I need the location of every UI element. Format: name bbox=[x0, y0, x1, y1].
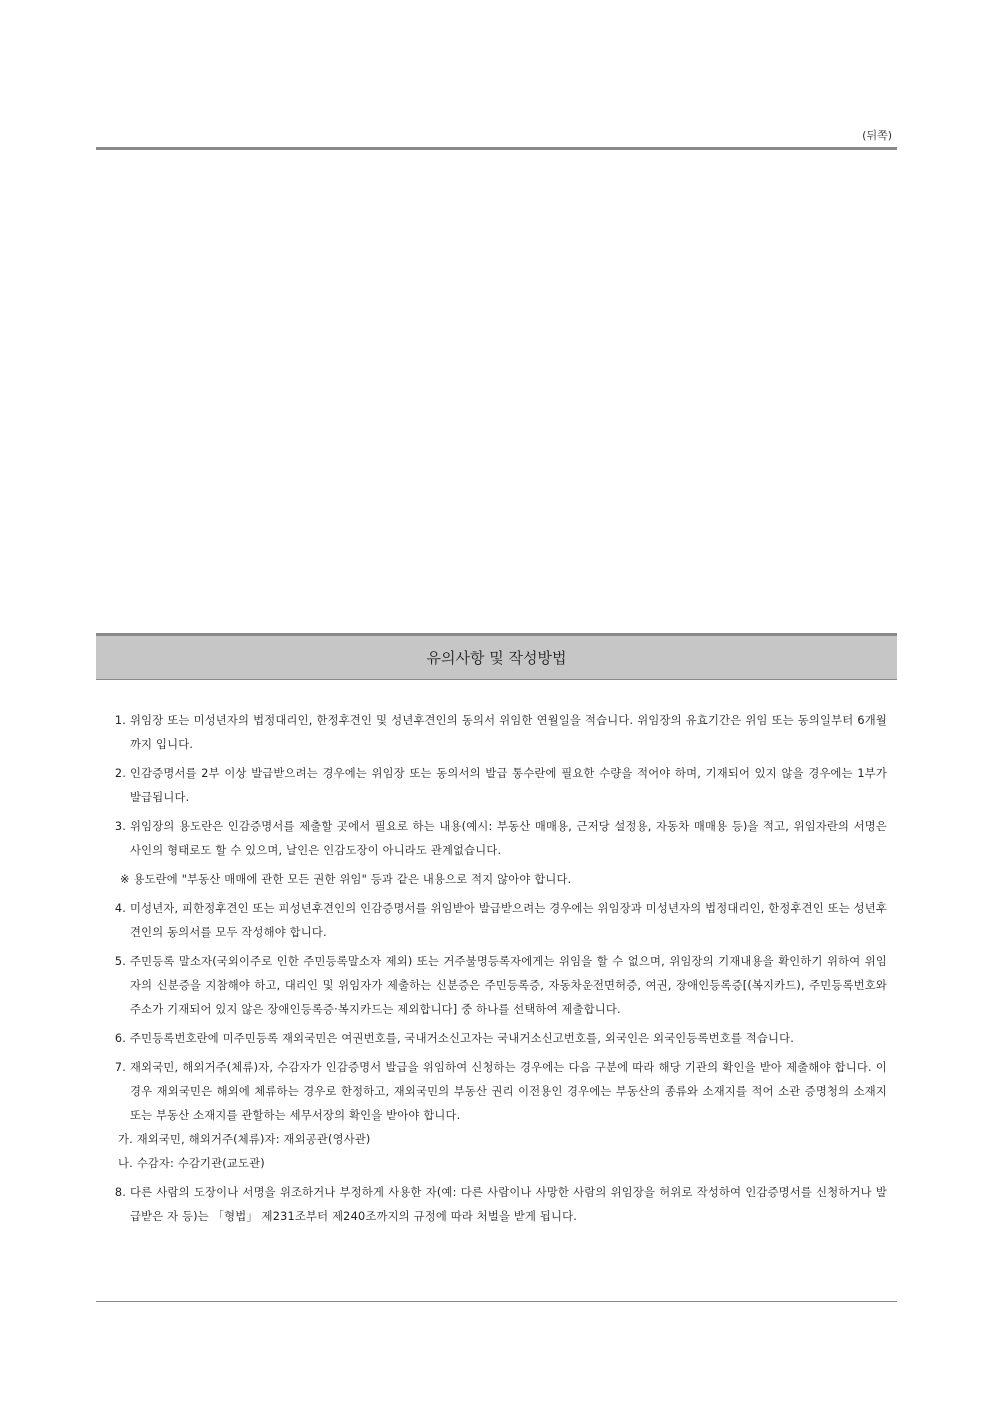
note-number: 3. bbox=[114, 820, 126, 833]
note-text: 미성년자, 피한정후견인 또는 피성년후견인의 인감증명서를 위임받아 발급받으려는 경우에는 위임장과 미성년자의 법정대리인, 한정후견인 또는 성년후견인의 동의서를 모두 작성해야 합니다. bbox=[130, 902, 887, 939]
note-item bbox=[104, 897, 887, 945]
note-text: 다른 사람의 도장이나 서명을 위조하거나 부정하게 사용한 자(예: 다른 사람이나 사망한 사람의 위임장을 허위로 작성하여 인감증명서를 신청하거나 발급받은 자 등)는 「형법」 제231조부터 제240조까지의 규정에 따라 처벌을 받게 됩니다. bbox=[130, 1186, 887, 1223]
bottom-divider bbox=[96, 1301, 897, 1302]
note-item bbox=[104, 815, 887, 863]
note-item bbox=[104, 1027, 887, 1051]
section-title: 유의사항 및 작성방법 bbox=[426, 649, 567, 667]
note-number: 1. bbox=[114, 714, 126, 727]
note-text: 위임장 또는 미성년자의 법정대리인, 한정후견인 및 성년후견인의 동의서 위임한 연월일을 적습니다. 위임장의 유효기간은 위임 또는 동의일부터 6개월까지 입니다. bbox=[130, 714, 887, 751]
note-number: 5. bbox=[114, 955, 126, 968]
usage-remark: ※ 용도란에 "부동산 매매에 관한 모든 권한 위임" 등과 같은 내용으로 적지 않아야 합니다. bbox=[120, 873, 572, 886]
note-number: 8. bbox=[114, 1186, 126, 1199]
note-text: 위임장의 용도란은 인감증명서를 제출할 곳에서 필요로 하는 내용(예시: 부동산 매매용, 근저당 설정용, 자동차 매매용 등)을 적고, 위임자란의 서명은 사인의 형태로도 할 수 있으며, 날인은 인감도장이 아니라도 관계없습니다. bbox=[130, 820, 887, 857]
note-item bbox=[104, 709, 887, 757]
note-item bbox=[104, 1181, 887, 1229]
note-item bbox=[104, 950, 887, 1022]
note-number: 2. bbox=[114, 767, 126, 780]
note-text: 주민등록번호란에 미주민등록 재외국민은 여권번호를, 국내거소신고자는 국내거소신고번호를, 외국인은 외국인등록번호를 적습니다. bbox=[130, 1032, 795, 1045]
sub-list bbox=[104, 1128, 887, 1176]
note-text: 인감증명서를 2부 이상 발급받으려는 경우에는 위임장 또는 동의서의 발급 통수란에 필요한 수량을 적어야 하며, 기재되어 있지 않을 경우에는 1부가 발급됩니다. bbox=[130, 767, 887, 804]
note-item bbox=[104, 1056, 887, 1128]
note-number: 7. bbox=[114, 1061, 126, 1074]
note-text: 주민등록 말소자(국외이주로 인한 주민등록말소자 제외) 또는 거주불명등록자에게는 위임을 할 수 없으며, 위임장의 기재내용을 확인하기 위하여 위임자의 신분증을 지참해야 하고, 대리인 및 위임자가 제출하는 신분증은 주민등록증, 자동차운전면허증, 여권, 장애인등록증[(복지카드), 주민등록번호와 주소가 기재되어 있지 않은 장애인등록증·복지카드는 제외합니다] 중 하나를 선택하여 제출합니다. bbox=[130, 955, 887, 1016]
note-text: 재외국민, 해외거주(체류)자, 수감자가 인감증명서 발급을 위임하여 신청하는 경우에는 다음 구분에 따라 해당 기관의 확인을 받아 제출해야 합니다. 이 경우 재외국민은 해외에 체류하는 경우로 한정하고, 재외국민의 부동산 권리 이전용인 경우에는 부동산의 종류와 소재지를 적어 소관 증명청의 소재지 또는 부동산 소재지를 관할하는 세무서장의 확인을 받아야 합니다. bbox=[130, 1061, 887, 1122]
note-item bbox=[104, 762, 887, 810]
note-number: 4. bbox=[114, 902, 126, 915]
top-divider bbox=[96, 147, 897, 150]
note-number: 6. bbox=[114, 1032, 126, 1045]
page-side-label: (뒤쪽) bbox=[862, 129, 892, 142]
section-header bbox=[96, 633, 897, 680]
sub-item: 가. 재외국민, 해외거주(체류)자: 재외공관(영사관) bbox=[118, 1133, 371, 1146]
sub-item: 나. 수감자: 수감기관(교도관) bbox=[118, 1157, 265, 1170]
notes-list bbox=[104, 709, 887, 1234]
